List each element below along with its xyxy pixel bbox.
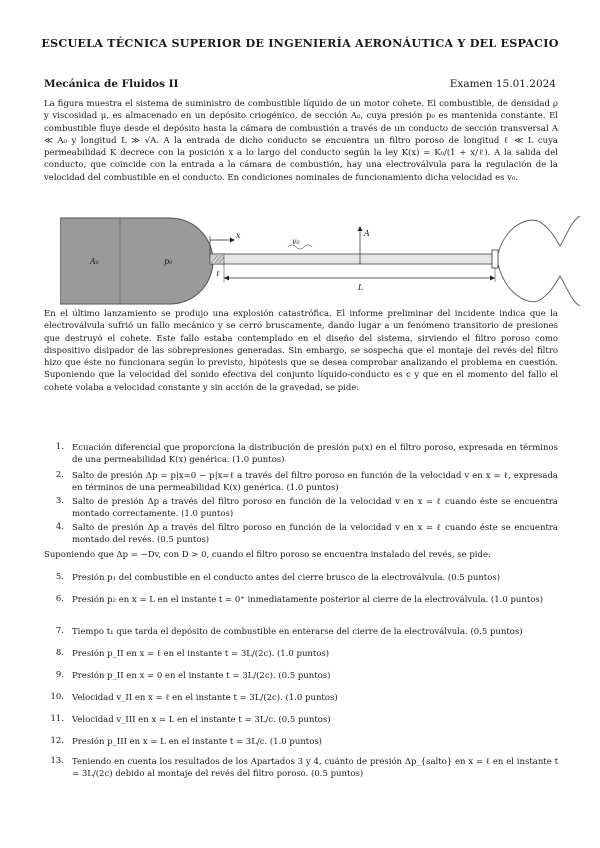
tank xyxy=(60,218,213,304)
question-text: Presión p₂ en x = L en el instante t = 0⁺ inmediatamente posterior al cierre de la electroválvula. (1.0 puntos) xyxy=(72,595,544,605)
school-title: ESCUELA TÉCNICA SUPERIOR DE INGENIERÍA AERONÁUTICA Y DEL ESPACIO xyxy=(41,36,559,50)
subject-title: Mecánica de Fluidos II xyxy=(44,78,179,90)
question-number: 1. xyxy=(55,442,64,452)
question-number: 12. xyxy=(50,736,64,746)
question-text: Salto de presión Δp a través del filtro poroso en función de la velocidad v en x = ℓ cuando éste se encuentra montado del revés. (0.5 puntos) xyxy=(72,523,558,546)
question-text: Presión p_II en x = ℓ en el instante t = 3L/(2c). (1.0 puntos) xyxy=(72,649,330,659)
label-l: ℓ xyxy=(216,269,220,278)
exam-date: Examen 15.01.2024 xyxy=(449,78,556,90)
question-text: Velocidad v_III en x = L en el instante t = 3L/c. (0.5 puntos) xyxy=(72,715,331,725)
label-p0: p₀ xyxy=(164,257,173,266)
question-number: 6. xyxy=(55,594,64,604)
duct xyxy=(210,254,495,264)
question-text: Presión p_III en x = L en el instante t = 3L/c. (1.0 puntos) xyxy=(72,737,323,747)
question-number: 2. xyxy=(55,470,64,480)
assumption-text: Suponiendo que Δp = −Dv, con D > 0, cuando el filtro poroso se encuentra instalado del revés, se pide: xyxy=(44,550,491,560)
question-number: 13. xyxy=(50,756,64,766)
question-text: Tiempo t₁ que tarda el depósito de combustible en enterarse del cierre de la electroválvula. (0.5 puntos) xyxy=(72,627,523,637)
question-number: 7. xyxy=(55,626,64,636)
question-number: 9. xyxy=(55,670,64,680)
question-text: Presión p₁ del combustible en el conducto antes del cierre brusco de la electroválvula. (0.5 puntos) xyxy=(72,573,501,583)
question-number: 4. xyxy=(55,522,64,532)
label-A0: A₀ xyxy=(90,257,99,266)
label-L: L xyxy=(358,283,364,292)
incident-paragraph: En el último lanzamiento se produjo una explosión catastrófica. El informe preliminar del incidente indica que la electroválvula sufrió un fallo mecánico y se cerró bruscamente, dando lugar a un fenómeno transitorio de presiones que destruyó el cohete. Este fallo estaba contemplado en el diseño del sistema, sirviendo el filtro poroso como dispositivo disipador de las sobrepresiones generadas. Sin embargo, se sospecha que el montaje del revés del filtro hizo que éste no funcionara según lo previsto, hipótesis que se desea comprobar analizando el problema en cuestión. Suponiendo que la velocidad del sonido efectiva del conjunto líquido-conducto es c y que en el momento del fallo el cohete volaba a velocidad constante y sin acción de la gravedad, se pide: xyxy=(44,309,558,393)
label-x: x xyxy=(236,231,241,240)
question-number: 11. xyxy=(50,714,64,724)
question-text: Salto de presión Δp = p|x=0 − p|x=ℓ a través del filtro poroso en función de la velocidad v en x = ℓ, expresada en términos de una permeabilidad K(x) genérica. (1.0 puntos) xyxy=(72,471,558,494)
question-number: 3. xyxy=(55,496,64,506)
question-number: 10. xyxy=(50,692,64,702)
question-text: Salto de presión Δp a través del filtro poroso en función de la velocidad v en x = ℓ cuando éste se encuentra montado correctamente. (1.0 puntos) xyxy=(72,497,558,520)
intro-paragraph: La figura muestra el sistema de suministro de combustible líquido de un motor cohete. El combustible, de densidad ρ y viscosidad μ, es almacenado en un depósito criogénico, de sección A₀, cuya presión p₀ es mantenida constante. El combustible fluye desde el depósito hasta la cámara de combustión a través de un conducto de sección transversal A ≪ A₀ y longitud L ≫ √A. A la entrada de dicho conducto se encuentra un filtro poroso de longitud ℓ ≪ L cuya permeabilidad K decrece con la posición x a lo largo del conducto según la ley K(x) = K₀/(1 + x/ℓ). A la salida del conducto, que coincide con la entrada a la cámara de combustión, hay una electroválvula para la regulación de la velocidad del combustible en el conducto. En condiciones nominales de funcionamiento dicha velocidad es v₀. xyxy=(44,99,558,183)
question-number: 5. xyxy=(55,572,64,582)
question-text: Velocidad v_II en x = ℓ en el instante t = 3L/(2c). (1.0 puntos) xyxy=(72,693,338,703)
question-text: Teniendo en cuenta los resultados de los Apartados 3 y 4, cuánto de presión Δp_{salto} en x = ℓ en el instante t = 3L/(2c) debido al montaje del revés del filtro poroso. (0.5 puntos) xyxy=(72,757,558,780)
combustion-chamber xyxy=(498,216,580,306)
question-text: Presión p_II en x = 0 en el instante t = 3L/(2c). (0.5 puntos) xyxy=(72,671,331,681)
question-number: 8. xyxy=(55,648,64,658)
label-A: A xyxy=(364,229,370,238)
porous-filter xyxy=(210,254,224,264)
question-text: Ecuación diferencial que proporciona la distribución de presión p₀(x) en el filtro poroso, expresada en términos de una permeabilidad K(x) genérica. (1.0 puntos) xyxy=(72,443,558,466)
fuel-system-figure xyxy=(60,216,580,306)
label-v0: v₀ xyxy=(292,237,300,246)
electrovalve xyxy=(492,250,498,268)
